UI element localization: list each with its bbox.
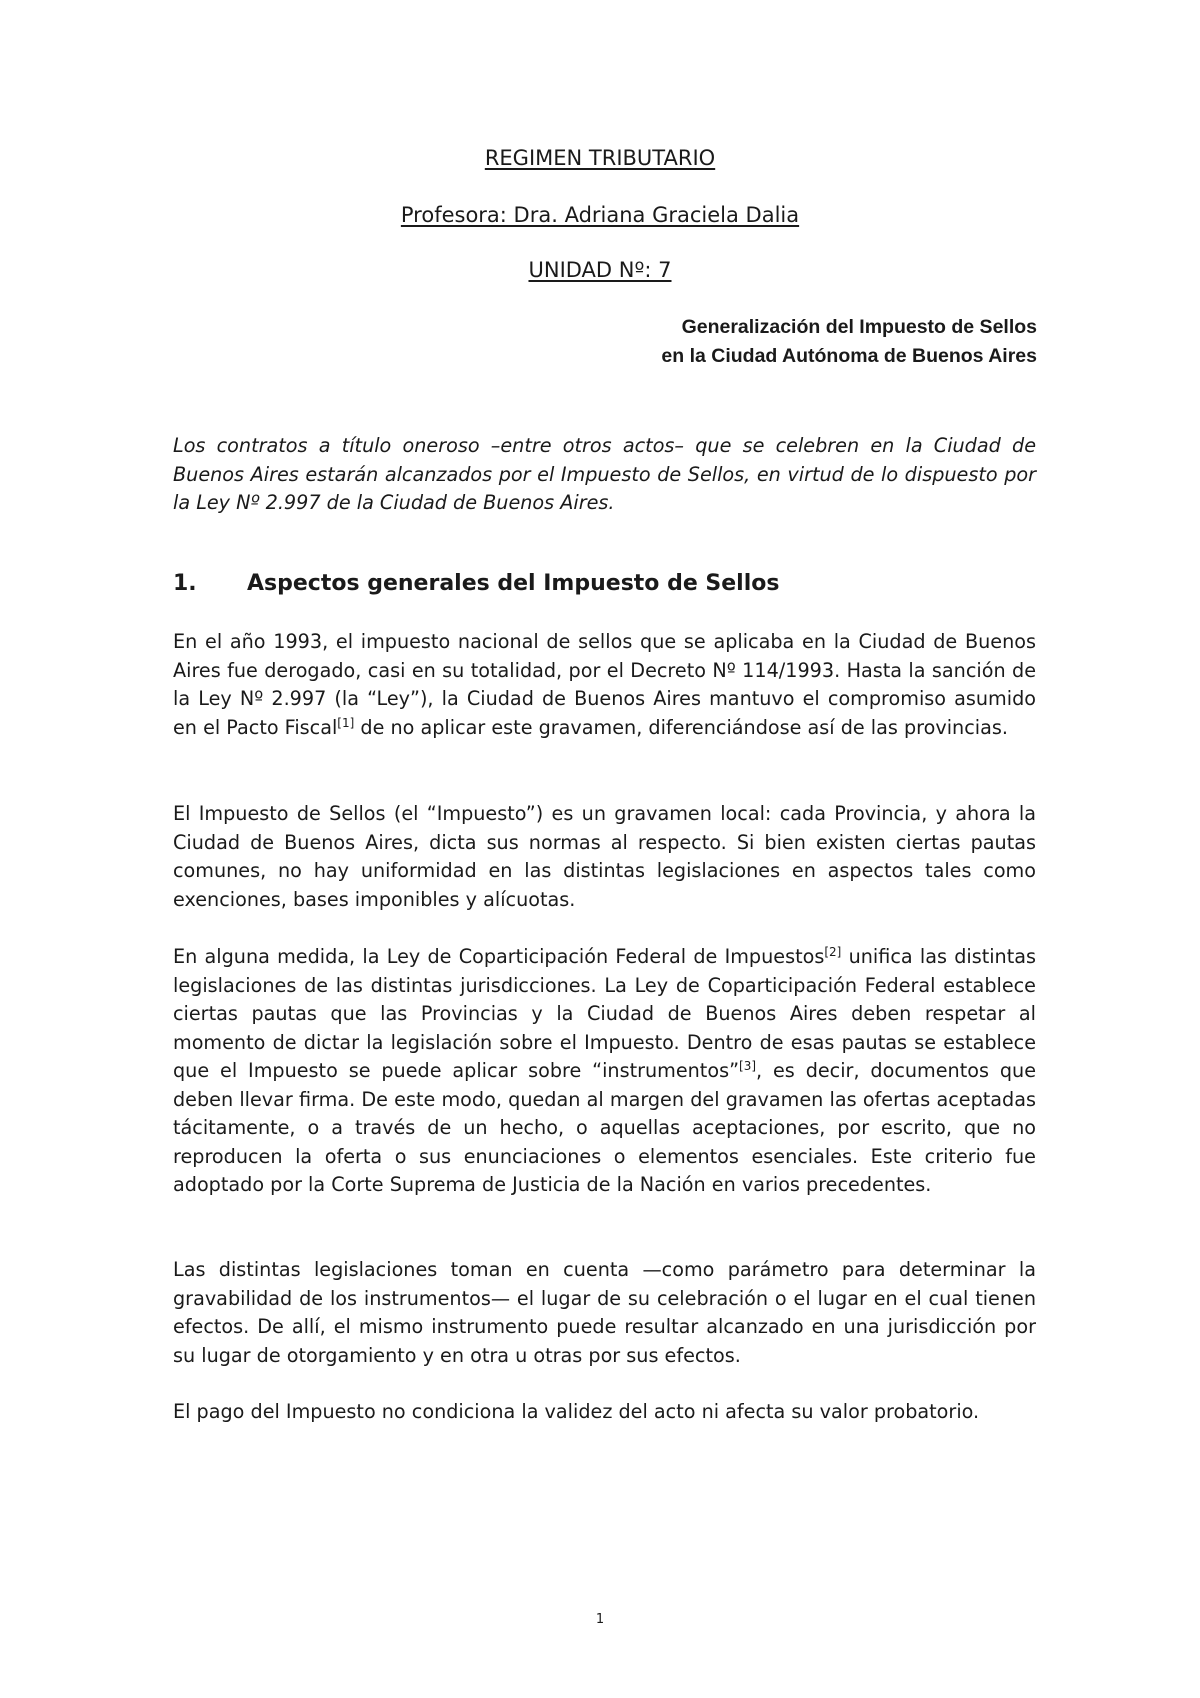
intro-paragraph: Los contratos a título oneroso –entre otros actos– que se celebren en la Ciudad de Buenos Aires estarán alcanzados por el Impuesto de Sellos, en virtud de lo dispuesto por la Ley Nº 2.997 de la Ciudad de Buenos Aires. — [173, 434, 1036, 514]
page-number: 1 — [595, 1612, 605, 1627]
professor-line: Profesora: Dra. Adriana Graciela Dalia — [400, 203, 800, 227]
paragraph-3 — [173, 943, 1036, 1200]
paragraph-3-text-c: , es decir, documentos que deben llevar firma. De este modo, quedan al margen del gravamen las ofertas aceptadas tácitamente, o a través de un hecho, o aquellas aceptaciones, por escrito, que no reproducen la oferta o sus enunciaciones o elementos esenciales. Este criterio fue adoptado por la Corte Suprema de Justicia de la Nación en varios precedentes. — [173, 1059, 1037, 1196]
paragraph-1-text-a: En el año 1993, el impuesto nacional de sellos que se aplicaba en la Ciudad de Buenos Aires fue derogado, casi en su totalidad, por el Decreto Nº 114/1993. Hasta la sanción de la Ley Nº 2.997 (la “Ley”), la Ciudad de Buenos Aires mantuvo el compromiso asumido en el Pacto Fiscal — [173, 630, 1036, 739]
section-number: 1. — [173, 571, 197, 596]
paragraph-1 — [173, 628, 1036, 742]
topic-line-2: en la Ciudad Autónoma de Buenos Aires — [661, 345, 1037, 367]
footnote-ref-3[interactable]: [3] — [739, 1059, 757, 1073]
section-title: Aspectos generales del Impuesto de Sellos — [247, 571, 780, 596]
paragraph-3-text-a: En alguna medida, la Ley de Coparticipación Federal de Impuestos — [173, 945, 825, 968]
paragraph-4: Las distintas legislaciones toman en cuenta —como parámetro para determinar la gravabilidad de los instrumentos— el lugar de su celebración o el lugar en el cual tienen efectos. De allí, el mismo instrumento puede resultar alcanzado en una jurisdicción por su lugar de otorgamiento y en otra u otras por sus efectos. — [173, 1258, 1036, 1367]
paragraph-5: El pago del Impuesto no condiciona la validez del acto ni afecta su valor probatorio. — [173, 1400, 980, 1423]
footnote-ref-2[interactable]: [2] — [824, 945, 842, 959]
paragraph-3-text-b: unifica las distintas legislaciones de las distintas jurisdicciones. La Ley de Coparticipación Federal establece ciertas pautas que las Provincias y la Ciudad de Buenos Aires deben respetar al momento de dictar la legislación sobre el Impuesto. Dentro de esas pautas se establece que el Impuesto se puede aplicar sobre “instrumentos” — [173, 945, 1036, 1082]
paragraph-2: El Impuesto de Sellos (el “Impuesto”) es un gravamen local: cada Provincia, y ahora la Ciudad de Buenos Aires, dicta sus normas al respecto. Si bien existen ciertas pautas comunes, no hay uniformidad en las distintas legislaciones en aspectos tales como exenciones, bases imponibles y alícuotas. — [173, 802, 1036, 911]
unit-line: UNIDAD Nº: 7 — [528, 258, 672, 282]
paragraph-1-text-b: de no aplicar este gravamen, diferenciándose así de las provincias. — [354, 715, 1008, 739]
document-title: REGIMEN TRIBUTARIO — [484, 146, 716, 170]
section-heading — [173, 571, 779, 596]
topic-line-1: Generalización del Impuesto de Sellos — [681, 316, 1037, 338]
footnote-ref-1[interactable]: [1] — [337, 715, 355, 730]
